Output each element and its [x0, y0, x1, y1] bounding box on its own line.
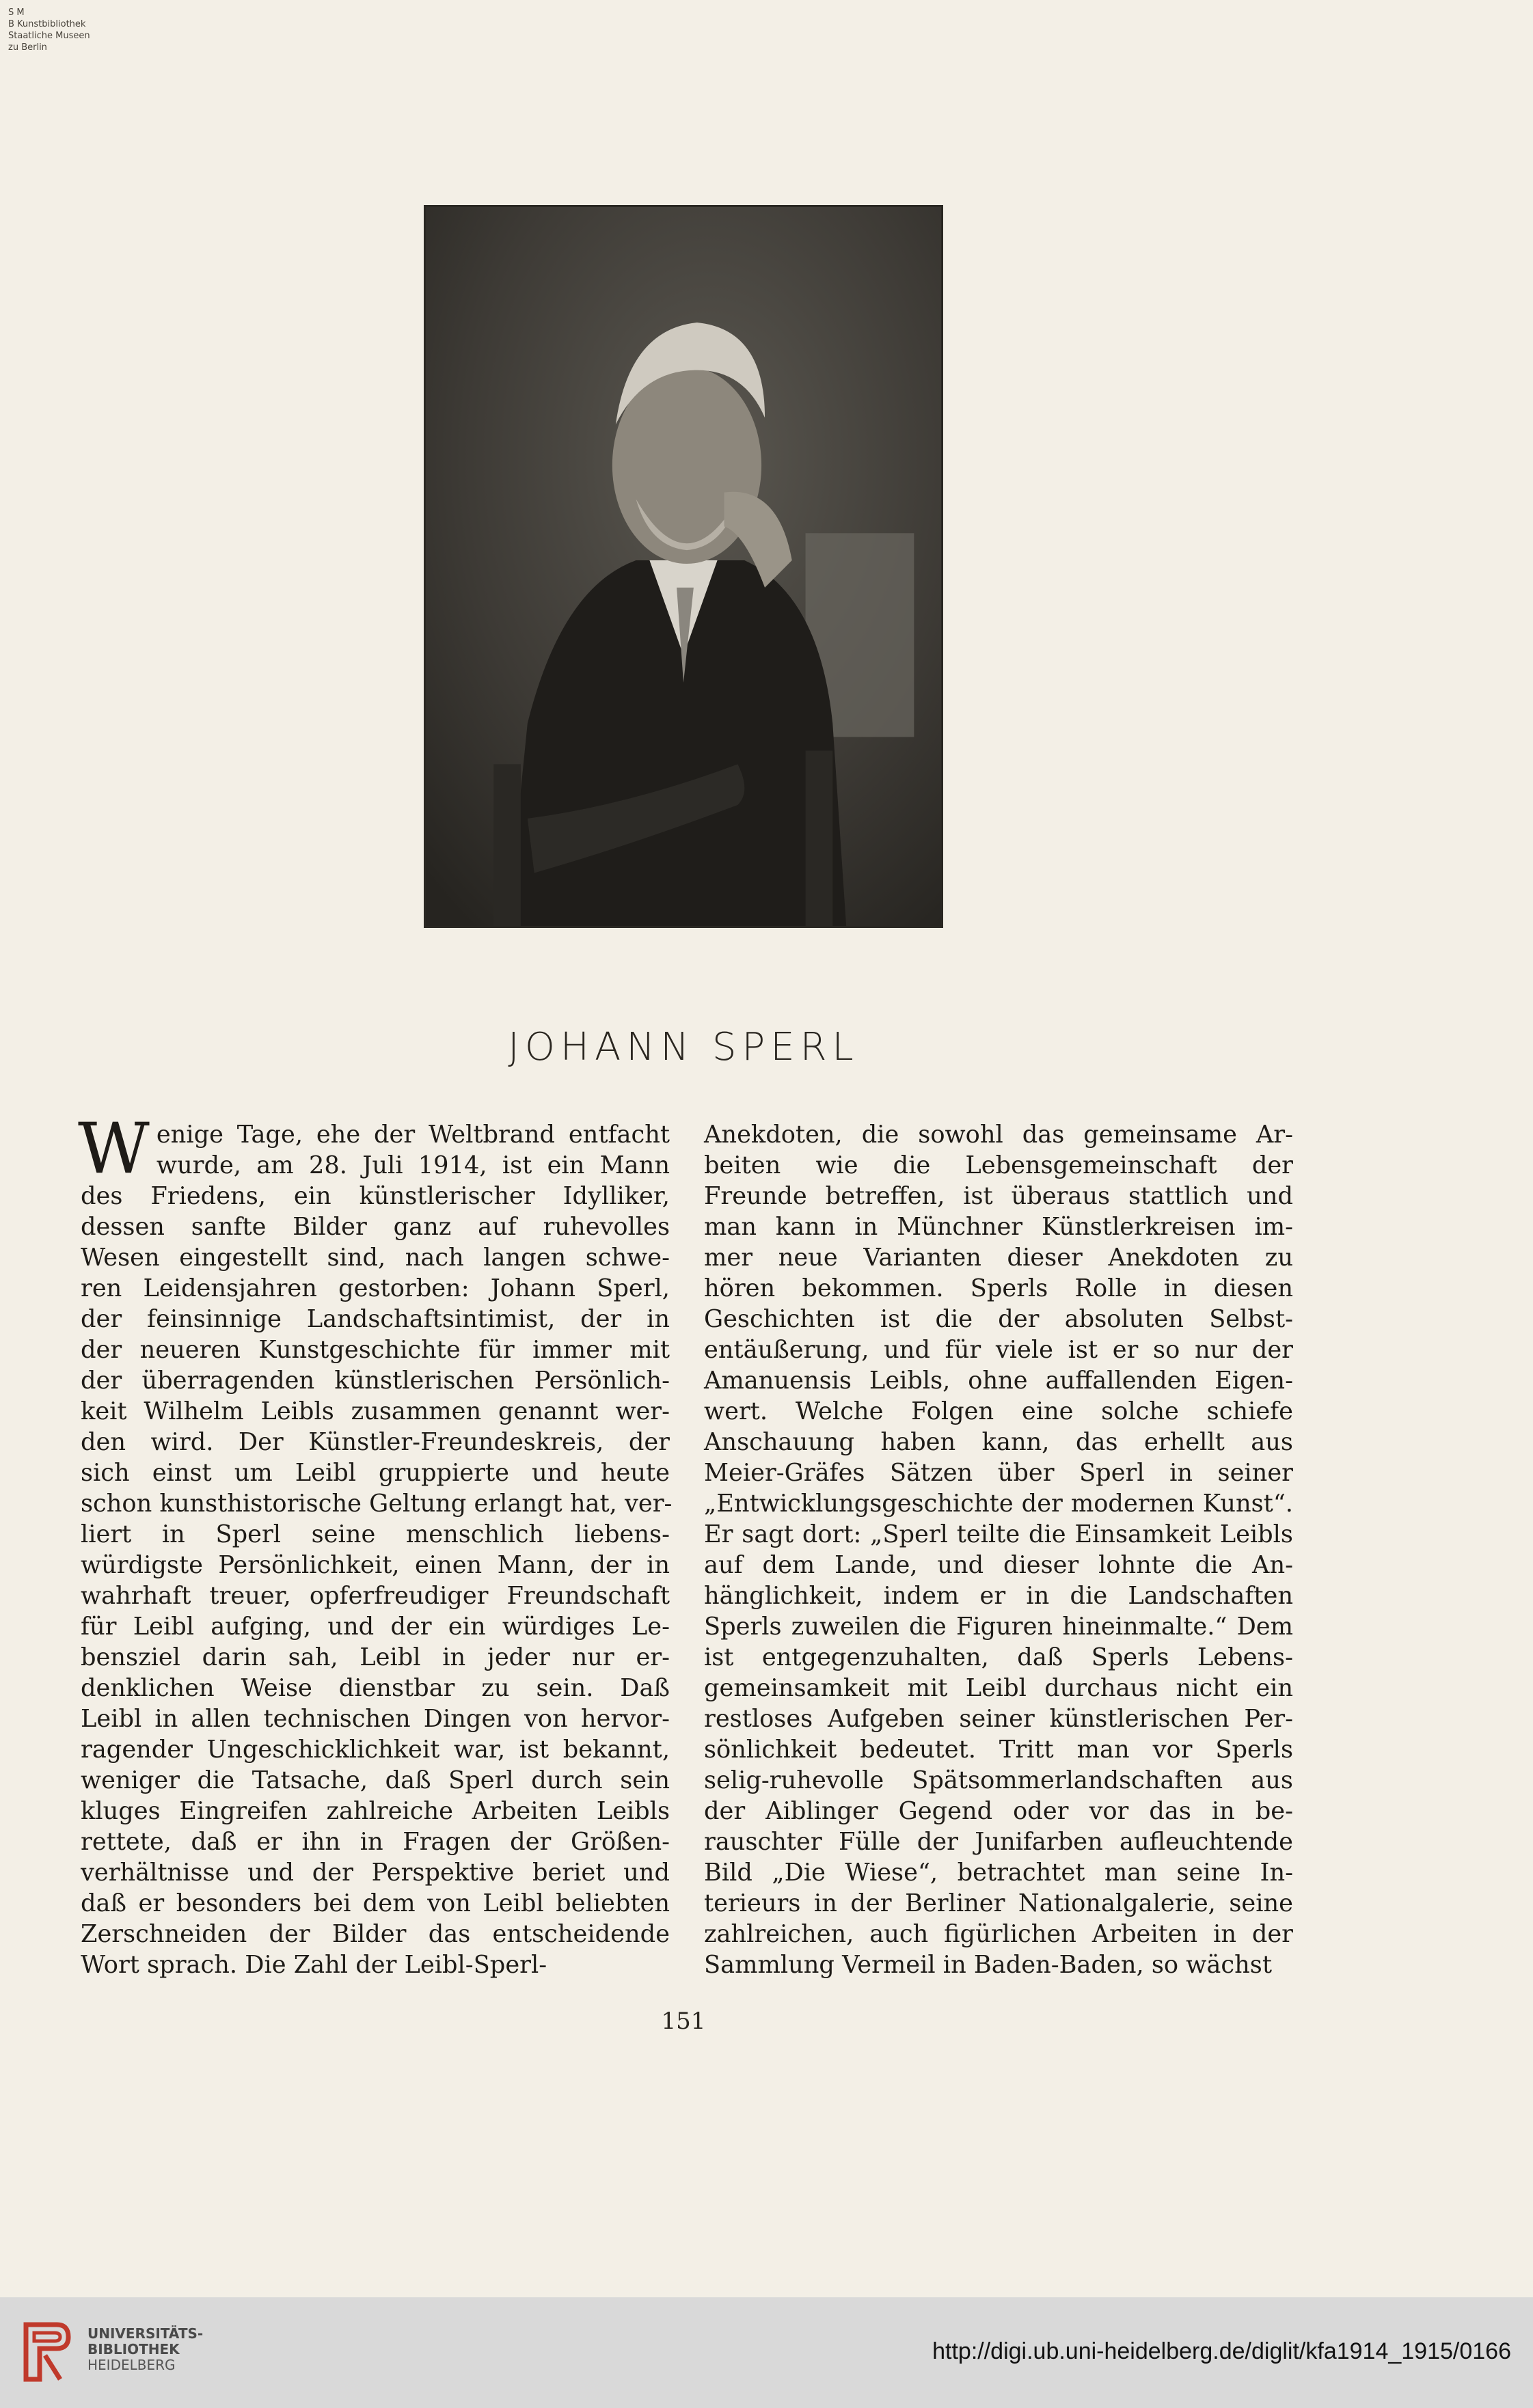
text-line: der überragenden künstlerischen Persönlich-: [81, 1367, 670, 1395]
text-line: der Aiblinger Gegend oder vor das in be-: [704, 1797, 1293, 1825]
text-line: des Friedens, ein künstlerischer Idylliker,: [81, 1182, 670, 1210]
logo-line: BIBLIOTHEK: [87, 2341, 180, 2357]
text-line: schon kunsthistorische Geltung erlangt hat, ver-: [81, 1490, 673, 1518]
text-line: bensziel darin sah, Leibl in jeder nur er-: [81, 1643, 670, 1671]
portrait-photo: [424, 205, 943, 928]
text-column-right: [704, 1119, 1293, 1980]
text-line: daß er besonders bei dem von Leibl beliebten: [81, 1889, 670, 1917]
stamp-line: zu Berlin: [8, 42, 47, 53]
text-line: wurde, am 28. Juli 1914, ist ein Mann: [156, 1151, 670, 1179]
permalink-url[interactable]: http://digi.ub.uni-heidelberg.de/diglit/kfa1914_1915/0166: [932, 2338, 1511, 2364]
logo-line: HEIDELBERG: [87, 2357, 176, 2373]
text-line: Meier-Gräfes Sätzen über Sperl in seiner: [704, 1459, 1293, 1487]
article-title: JOHANN SPERL: [508, 1025, 859, 1069]
text-line: ist entgegenzuhalten, daß Sperls Lebens-: [704, 1643, 1293, 1671]
library-logo-icon[interactable]: [19, 2318, 74, 2386]
text-line: liert in Sperl seine menschlich liebens-: [81, 1520, 670, 1548]
text-line: keit Wilhelm Leibls zusammen genannt wer-: [81, 1397, 670, 1425]
text-line: zahlreichen, auch figürlichen Arbeiten in der: [704, 1920, 1293, 1948]
text-line: denklichen Weise dienstbar zu sein. Daß: [81, 1674, 670, 1702]
text-line: Wort sprach. Die Zahl der Leibl-Sperl-: [81, 1951, 547, 1979]
text-column-left: [78, 1108, 673, 1980]
text-line: entäußerung, und für viele ist er so nur der: [704, 1336, 1293, 1364]
text-line: hören bekommen. Sperls Rolle in diesen: [704, 1274, 1293, 1302]
stamp-line: Staatliche Museen: [8, 31, 90, 41]
text-line: Er sagt dort: „Sperl teilte die Einsamkeit Leibls: [704, 1520, 1293, 1548]
text-line: „Entwicklungsgeschichte der modernen Kunst“.: [704, 1490, 1293, 1518]
text-line: beiten wie die Lebensgemeinschaft der: [704, 1151, 1293, 1179]
text-line: rettete, daß er ihn in Fragen der Größen-: [81, 1828, 670, 1856]
text-line: enige Tage, ehe der Weltbrand entfacht: [156, 1121, 670, 1149]
stamp-line: B Kunstbibliothek: [8, 19, 86, 29]
text-line: Wesen eingestellt sind, nach langen schwe-: [81, 1244, 670, 1272]
text-line: rauschter Fülle der Junifarben aufleuchtende: [704, 1828, 1293, 1856]
text-line: terieurs in der Berliner Nationalgalerie, seine: [704, 1889, 1293, 1917]
text-line: Freunde betreffen, ist überaus stattlich und: [704, 1182, 1293, 1210]
text-line: Amanuensis Leibls, ohne auffallenden Eigen-: [704, 1367, 1293, 1395]
text-line: ren Leidensjahren gestorben: Johann Sperl,: [81, 1274, 670, 1302]
text-line: der feinsinnige Landschaftsintimist, der in: [81, 1305, 670, 1333]
text-line: auf dem Lande, und dieser lohnte die An-: [704, 1551, 1293, 1579]
text-line: gemeinsamkeit mit Leibl durchaus nicht ein: [704, 1674, 1293, 1702]
text-line: kluges Eingreifen zahlreiche Arbeiten Leibls: [81, 1797, 670, 1825]
text-line: verhältnisse und der Perspektive beriet und: [81, 1859, 670, 1887]
text-line: dessen sanfte Bilder ganz auf ruhevolles: [81, 1213, 670, 1241]
library-stamp: [8, 7, 90, 53]
text-line: Bild „Die Wiese“, betrachtet man seine In-: [704, 1859, 1293, 1887]
logo-line: UNIVERSITÄTS-: [87, 2325, 204, 2342]
text-line: Anekdoten, die sowohl das gemeinsame Ar-: [704, 1121, 1293, 1149]
text-line: Sammlung Vermeil in Baden-Baden, so wächst: [704, 1951, 1272, 1979]
text-line: selig-ruhevolle Spätsommerlandschaften aus: [704, 1766, 1293, 1794]
text-line: ragender Ungeschicklichkeit war, ist bekannt,: [81, 1736, 670, 1764]
text-line: für Leibl aufging, und der ein würdiges Le-: [81, 1613, 670, 1641]
footer-bar: [0, 2297, 1533, 2408]
stamp-line: S M: [8, 8, 25, 18]
text-line: sich einst um Leibl gruppierte und heute: [81, 1459, 670, 1487]
text-line: den wird. Der Künstler-Freundeskreis, der: [81, 1428, 670, 1456]
text-line: Geschichten ist die der absoluten Selbst-: [704, 1305, 1293, 1333]
text-line: wahrhaft treuer, opferfreudiger Freundschaft: [81, 1582, 670, 1610]
page-number: 151: [661, 2008, 706, 2035]
text-line: Zerschneiden der Bilder das entscheidende: [81, 1920, 670, 1948]
drop-cap: W: [78, 1108, 150, 1190]
text-line: mer neue Varianten dieser Anekdoten zu: [704, 1244, 1293, 1272]
text-line: man kann in Münchner Künstlerkreisen im-: [704, 1213, 1293, 1241]
text-line: sönlichkeit bedeutet. Tritt man vor Sperls: [704, 1736, 1293, 1764]
text-line: würdigste Persönlichkeit, einen Mann, der in: [81, 1551, 670, 1579]
text-line: Sperls zuweilen die Figuren hineinmalte.“ Dem: [704, 1613, 1293, 1641]
text-line: Leibl in allen technischen Dingen von hervor-: [81, 1705, 670, 1733]
library-logo-text[interactable]: [87, 2326, 203, 2373]
text-line: Anschauung haben kann, das erhellt aus: [704, 1428, 1293, 1456]
text-line: weniger die Tatsache, daß Sperl durch sein: [81, 1766, 670, 1794]
text-line: restloses Aufgeben seiner künstlerischen Per-: [704, 1705, 1293, 1733]
text-line: hänglichkeit, indem er in die Landschaften: [704, 1582, 1293, 1610]
text-line: der neueren Kunstgeschichte für immer mit: [81, 1336, 670, 1364]
text-line: wert. Welche Folgen eine solche schiefe: [704, 1397, 1293, 1425]
